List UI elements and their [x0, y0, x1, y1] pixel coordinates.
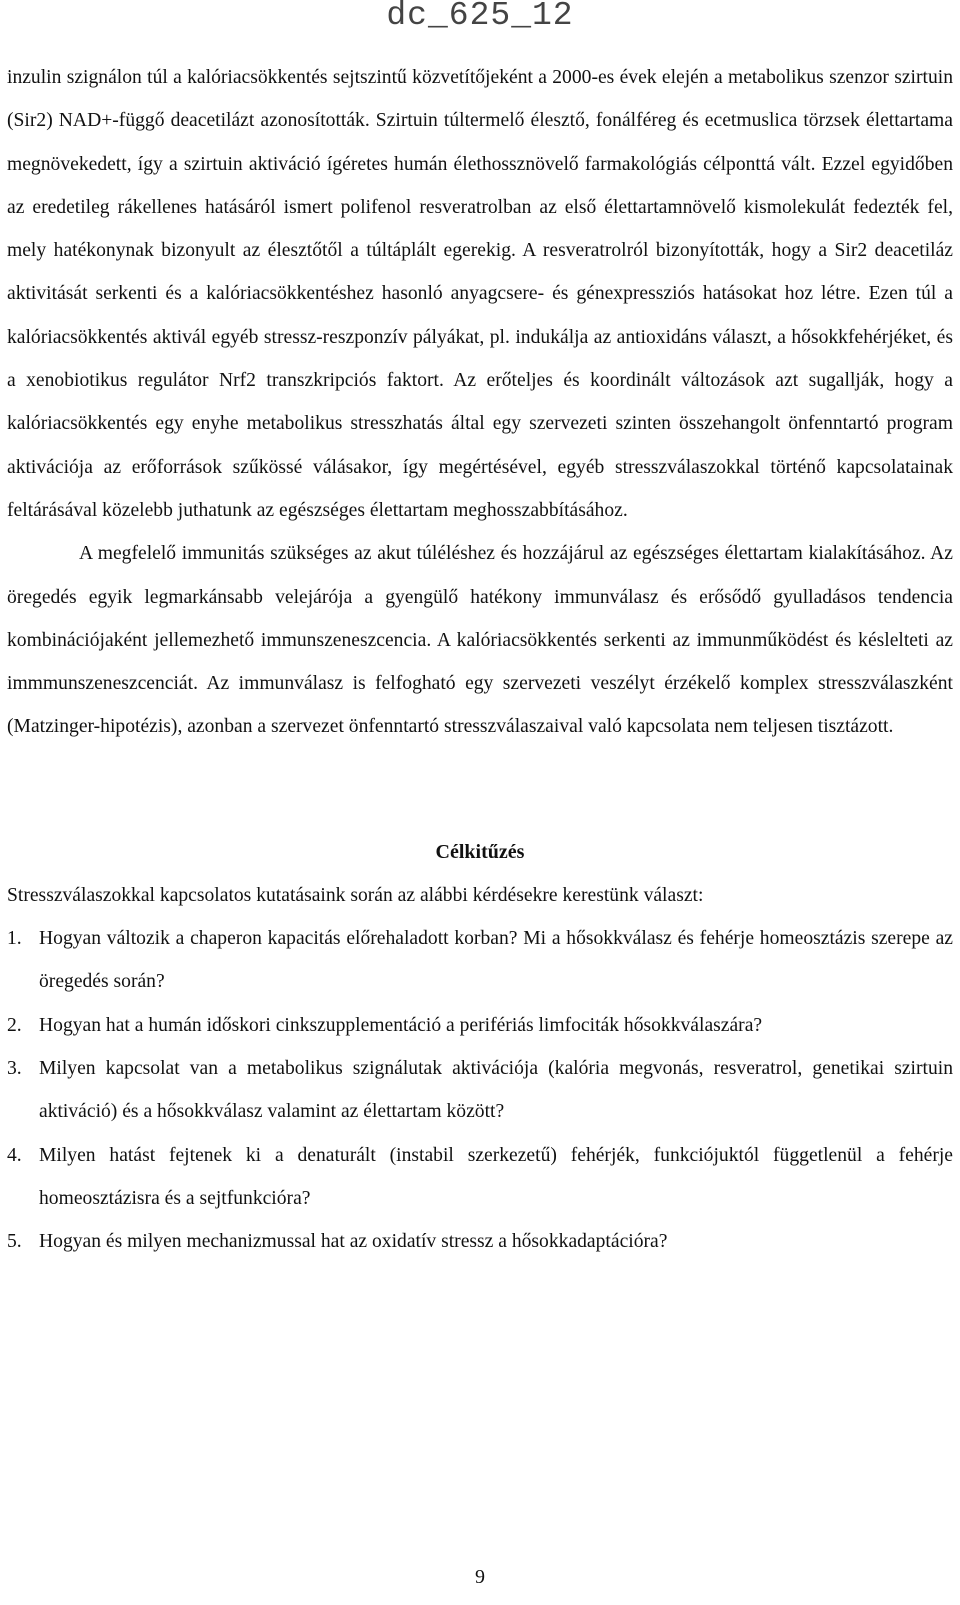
list-item-number: 1.: [7, 928, 22, 950]
list-item: [7, 1134, 953, 1221]
list-item-text: Hogyan és milyen mechanizmussal hat az oxidatív stressz a hősokkadaptációra?: [39, 1231, 668, 1253]
list-item-text: Milyen hatást fejtenek ki a denaturált (instabil szerkezetű) fehérjék, funkciójuktól függetlenül a fehérje homeosztázisra és a sejtfunkcióra?: [39, 1144, 953, 1209]
document-id-header: dc_625_12: [386, 0, 574, 34]
list-item-text: Hogyan hat a humán időskori cinkszupplementáció a perifériás limfociták hősokkválaszára?: [39, 1014, 763, 1036]
list-item: [7, 917, 953, 1004]
list-item-number: 5.: [7, 1231, 22, 1253]
list-item-number: 3.: [7, 1057, 22, 1079]
list-item: [7, 1004, 953, 1047]
question-list: [7, 917, 953, 1263]
body-paragraph-1: inzulin szignálon túl a kalóriacsökkentés sejtszintű közvetítőjeként a 2000-es évek elején a metabolikus szenzor szirtuin (Sir2) NAD+-függő deacetilázt azonosították. Szirtuin túltermelő élesztő, fonálféreg és ecetmuslica törzsek élettartama megnövekedett, így a szirtuin aktiváció ígéretes humán élethossznövelő farmakológiás célponttá vált. Ezzel egyidőben az eredetileg rákellenes hatásáról ismert polifenol resveratrolban az első élettartamnövelő kismolekulát fedezték fel, mely hatékonynak bizonyult az élesztőtől a túltáplált egerekig. A resveratrolról bizonyították, hogy a Sir2 deacetiláz aktivitását serkenti és a kalóriacsökkentéshez hasonló anyagcsere- és génexpressziós hatásokat hoz létre. Ezen túl a kalóriacsökkentés aktivál egyéb stressz-reszponzív pályákat, pl. indukálja az antioxidáns választ, a hősokkfehérjéket, és a xenobiotikus regulátor Nrf2 transzkripciós faktort. Az erőteljes és koordinált változások azt sugallják, hogy a kalóriacsökkentés egy enyhe metabolikus stresszhatás által egy szervezeti szinten összehangolt önfenntartó program aktivációja az erőforrások szűkössé válásakor, így megértésével, egyéb stresszválaszokkal történő kapcsolatainak feltárásával közelebb juthatunk az egészséges élettartam meghosszabbításához.: [7, 67, 953, 521]
list-item-number: 4.: [7, 1144, 22, 1166]
list-item: [7, 1220, 953, 1263]
list-item-number: 2.: [7, 1014, 22, 1036]
list-item: [7, 1047, 953, 1134]
list-item-text: Hogyan változik a chaperon kapacitás előrehaladott korban? Mi a hősokkválasz és fehérje homeosztázis szerepe az öregedés során?: [39, 928, 953, 993]
page-content: [7, 56, 953, 1263]
body-paragraph-2: A megfelelő immunitás szükséges az akut túléléshez és hozzájárul az egészséges élettartam kialakításához. Az öregedés egyik legmarkánsabb velejárója a gyengülő hatékony immunválasz és erősődő gyulladásos tendencia kombinációjaként jellemezhető immunszeneszcencia. A kalóriacsökkentés serkenti az immunműködést és késlelteti az immmunszeneszcenciát. Az immunválasz is felfogható egy szervezeti veszélyt érzékelő komplex stresszválaszként (Matzinger-hipotézis), azonban a szervezet önfenntartó stresszválaszaival való kapcsolata nem teljesen tisztázott.: [7, 543, 953, 738]
page-number: 9: [475, 1566, 485, 1588]
section-intro: Stresszválaszokkal kapcsolatos kutatásaink során az alábbi kérdésekre kerestünk választ:: [7, 884, 704, 906]
list-item-text: Milyen kapcsolat van a metabolikus szignálutak aktivációja (kalória megvonás, resveratrol, genetikai szirtuin aktiváció) és a hősokkválasz valamint az élettartam között?: [39, 1057, 953, 1123]
section-title: Célkitűzés: [435, 840, 525, 863]
